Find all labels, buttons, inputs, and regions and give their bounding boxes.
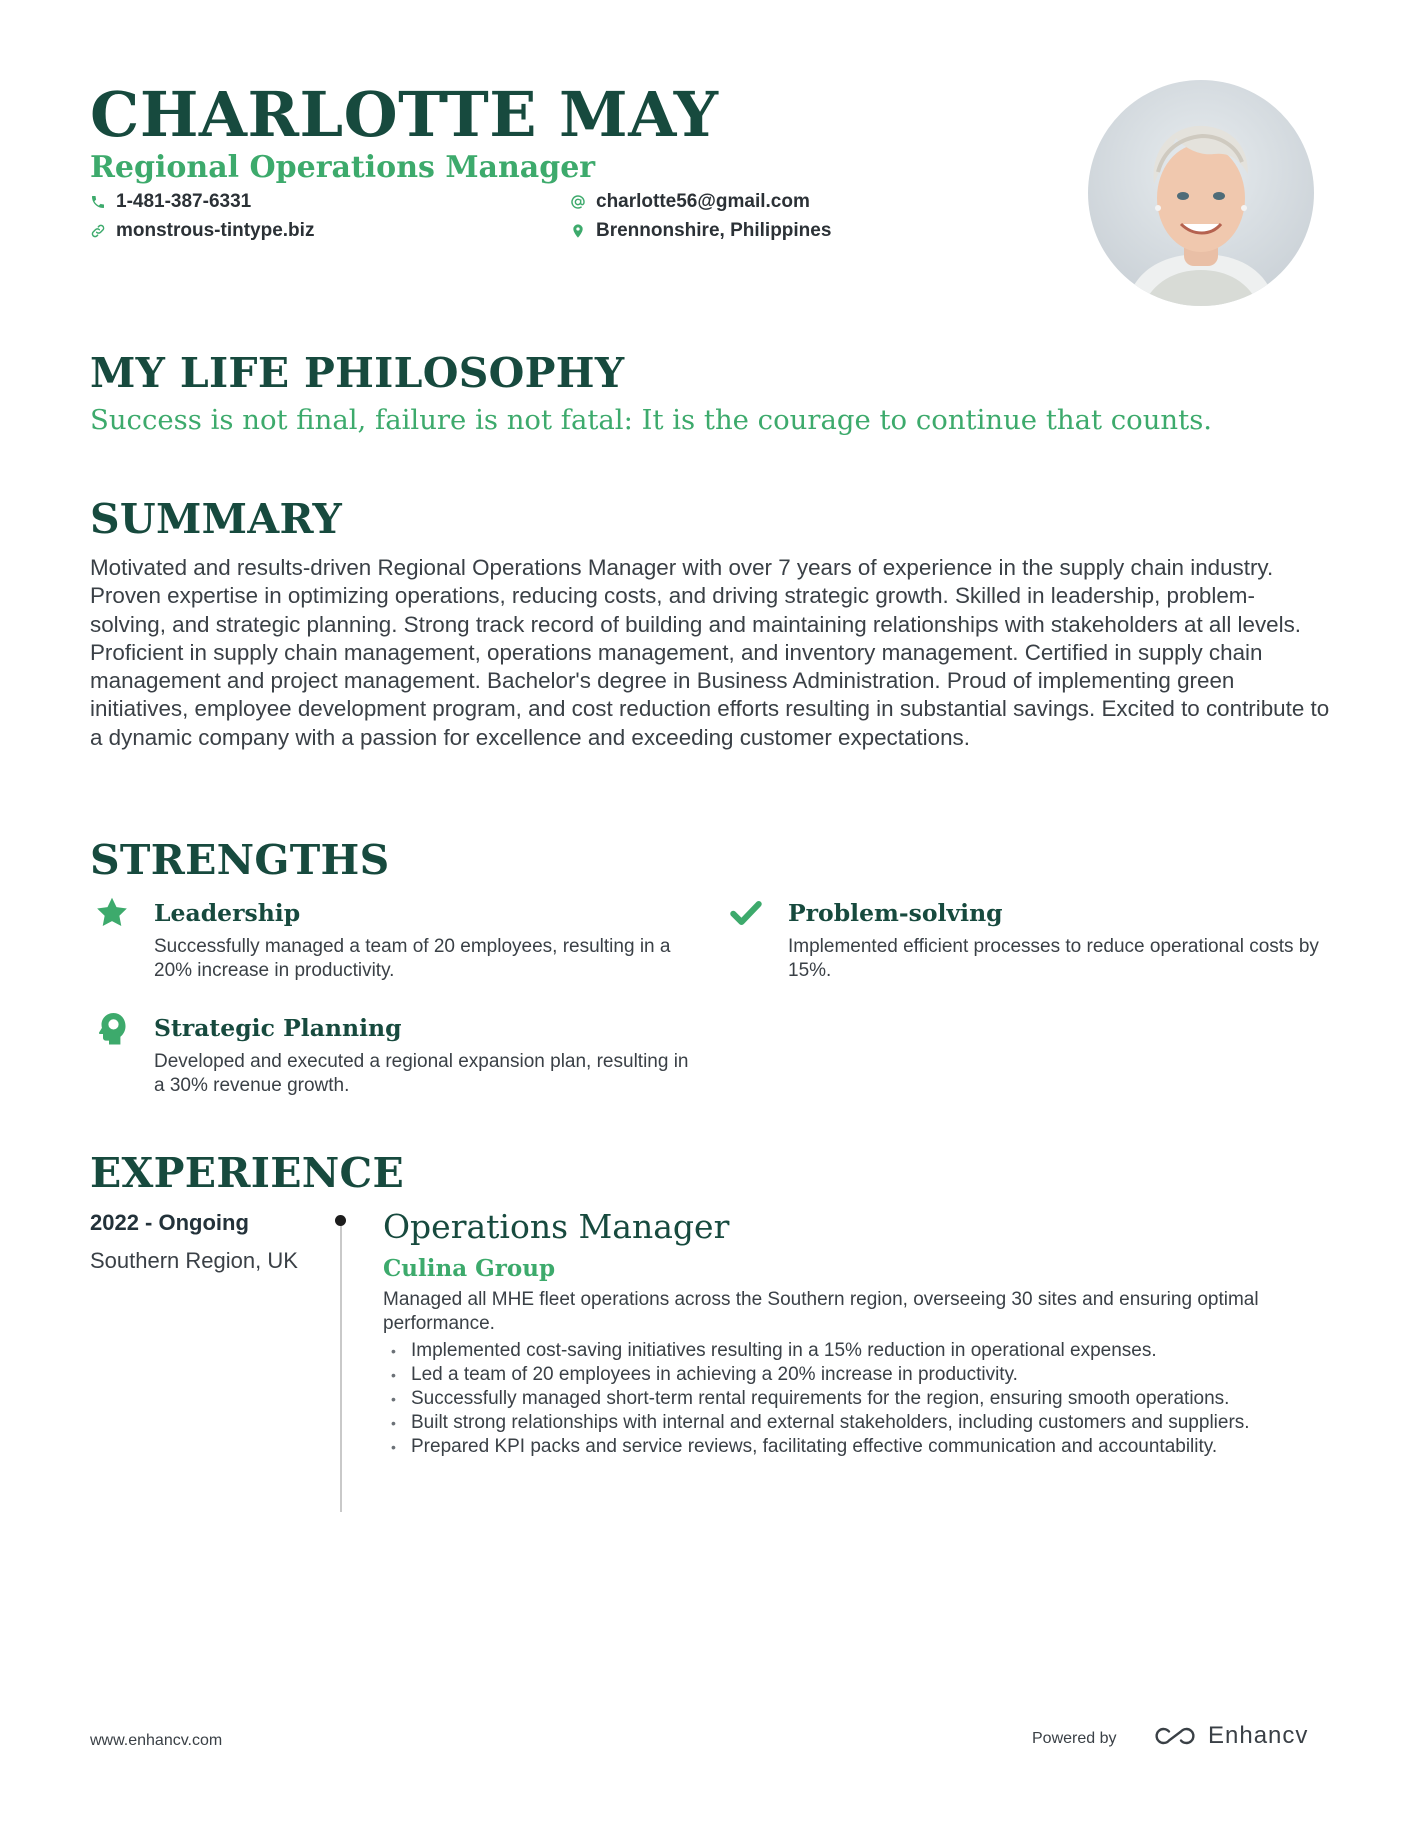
enhancv-logo-icon [1152,1724,1198,1748]
star-icon [94,895,130,931]
experience-company: Culina Group [383,1255,556,1282]
strength-desc: Successfully managed a team of 20 employees, resulting in a 20% increase in productivity. [154,936,671,981]
philosophy-quote: Success is not final, failure is not fatal: It is the courage to continue that counts. [90,404,1213,436]
website-text: monstrous-tintype.biz [116,220,315,241]
contact-phone [90,191,251,213]
section-title-philosophy: MY LIFE PHILOSOPHY [90,349,625,397]
enhancv-brand-text: Enhancv [1208,1722,1309,1749]
strength-title: Leadership [154,899,301,927]
location-pin-icon [570,223,586,239]
phone-text: 1-481-387-6331 [116,191,252,212]
contact-email [570,191,810,213]
strength-desc: Developed and executed a regional expansion plan, resulting in a 30% revenue growth. [154,1051,689,1096]
candidate-name: CHARLOTTE MAY [90,78,719,151]
powered-by-label: Powered by [1032,1730,1117,1747]
strength-title: Strategic Planning [154,1014,402,1042]
location-text: Brennonshire, Philippines [596,220,832,241]
timeline-dot [335,1215,346,1226]
experience-location: Southern Region, UK [90,1248,298,1273]
phone-icon [90,194,106,210]
section-title-strengths: STRENGTHS [90,836,390,884]
experience-bullet: • Led a team of 20 employees in achieving a 20% increase in productivity. [383,1363,1333,1387]
contact-location [570,220,831,242]
section-title-experience: EXPERIENCE [90,1149,405,1197]
summary-text: Motivated and results-driven Regional Operations Manager with over 7 years of experience in the supply chain industry. Proven expertise in optimizing operations, reducing costs, and driving strategic growth. Skilled in leadership, problem-solving, and strategic planning. Strong track record of building and maintaining relationships with stakeholders at all levels. Proficient in supply chain management, operations management, and inventory management. Certified in supply chain management and project management. Bachelor's degree in Business Administration. Proud of implementing green initiatives, employee development program, and cost reduction efforts resulting in substantial savings. Excited to contribute to a dynamic company with a passion for excellence and exceeding customer expectations. [90,555,1330,750]
experience-bullet: • Successfully managed short-term rental requirements for the region, ensuring smooth operations. [383,1387,1333,1411]
timeline-line [340,1222,342,1512]
link-icon [90,223,106,239]
experience-bullets [383,1339,1333,1459]
profile-photo [1088,80,1314,306]
footer-url[interactable]: www.enhancv.com [90,1732,223,1749]
section-title-summary: SUMMARY [90,495,343,543]
strength-title: Problem-solving [788,899,1003,927]
at-icon [570,194,586,210]
email-text: charlotte56@gmail.com [596,191,810,212]
strength-desc: Implemented efficient processes to reduce operational costs by 15%. [788,936,1319,981]
experience-bullet: • Implemented cost-saving initiatives resulting in a 15% reduction in operational expenses. [383,1339,1333,1363]
head-icon [94,1010,130,1046]
experience-dates: 2022 - Ongoing [90,1210,249,1235]
enhancv-logo[interactable] [1152,1722,1308,1750]
experience-position: Operations Manager [383,1207,730,1246]
experience-description: Managed all MHE fleet operations across the Southern region, overseeing 30 sites and ensuring optimal performance. [383,1289,1259,1334]
checkmark-icon [728,895,764,931]
candidate-role: Regional Operations Manager [90,150,596,185]
experience-bullet: • Prepared KPI packs and service reviews, facilitating effective communication and accountability. [383,1435,1333,1459]
contact-website [90,220,314,242]
experience-bullet: • Built strong relationships with internal and external stakeholders, including customers and suppliers. [383,1411,1333,1435]
